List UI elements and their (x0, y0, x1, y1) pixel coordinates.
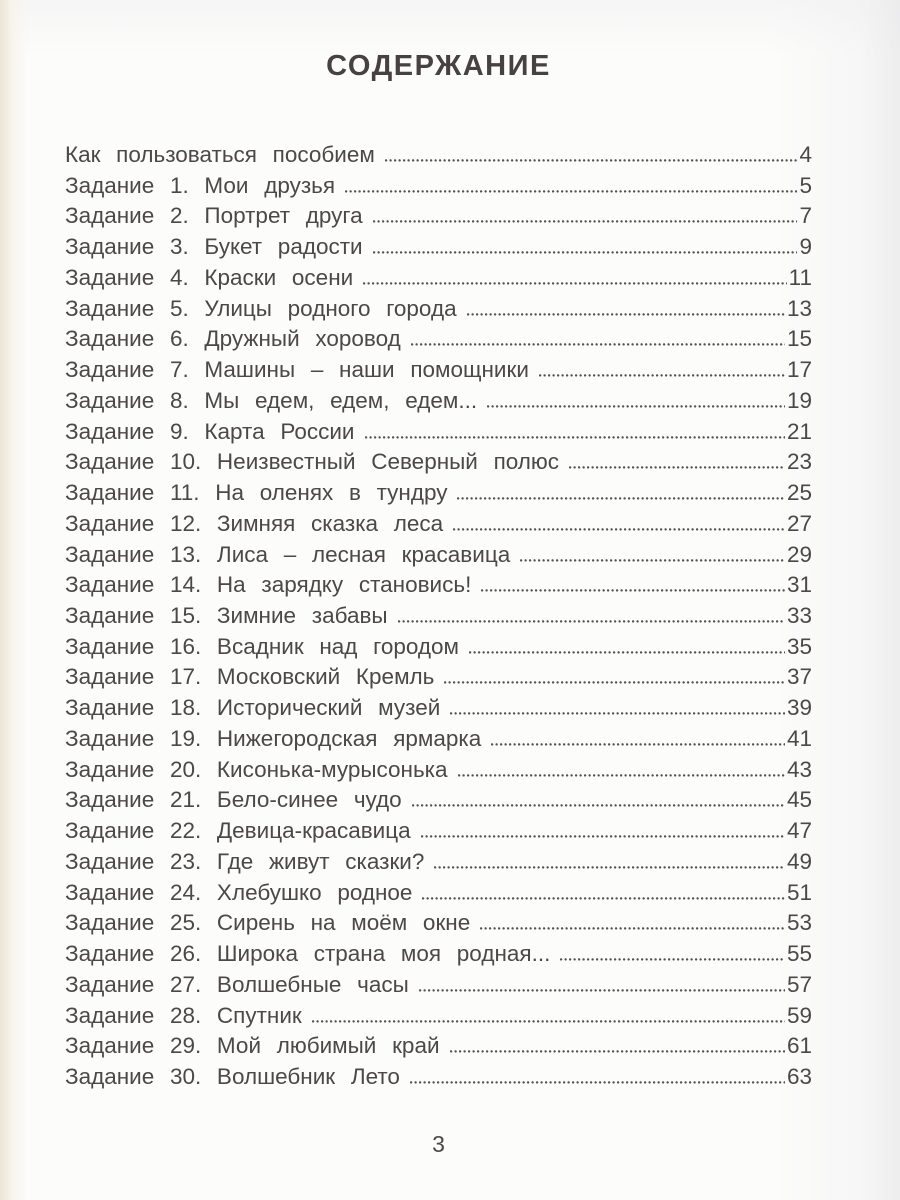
toc-dot-leader (467, 634, 785, 654)
toc-entry-page: 53 (786, 910, 812, 936)
toc-entry (65, 785, 812, 816)
toc-entry (65, 417, 812, 448)
toc-entry-label: Задание 3. Букет радости (65, 234, 363, 260)
toc-entry (65, 140, 812, 171)
toc-entry-page: 23 (786, 449, 812, 475)
toc-entry-label: Задание 9. Карта России (65, 418, 355, 444)
toc-entry (65, 570, 812, 601)
toc-dot-leader (363, 419, 785, 439)
toc-entry-page: 51 (786, 879, 812, 905)
toc-entry-label: Задание 18. Исторический музей (65, 695, 441, 721)
toc-list (65, 140, 812, 1093)
toc-entry-label: Задание 19. Нижегородская ярмарка (65, 725, 482, 751)
toc-entry-page: 15 (786, 326, 812, 352)
toc-entry (65, 878, 812, 909)
toc-entry (65, 478, 812, 509)
toc-entry-label: Задание 2. Портрет друга (65, 203, 363, 229)
toc-entry-page: 43 (786, 756, 812, 782)
toc-entry-page: 47 (786, 818, 812, 844)
toc-entry (65, 201, 812, 232)
toc-entry-page: 21 (786, 418, 812, 444)
toc-dot-leader (518, 542, 785, 562)
toc-dot-leader (361, 265, 786, 285)
toc-dot-leader (451, 511, 785, 531)
toc-dot-leader (456, 757, 785, 777)
toc-entry-label: Задание 11. На оленях в тундру (65, 480, 448, 506)
toc-entry-page: 31 (786, 572, 812, 598)
toc-dot-leader (417, 972, 785, 992)
toc-entry-label: Задание 1. Мои друзья (65, 172, 336, 198)
toc-entry-label: Задание 27. Волшебные часы (65, 971, 409, 997)
toc-entry-page: 11 (788, 264, 812, 290)
toc-dot-leader (409, 326, 785, 346)
toc-dot-leader (371, 203, 798, 223)
toc-entry-page: 5 (799, 172, 812, 198)
toc-dot-leader (537, 357, 785, 377)
toc-entry-page: 55 (786, 941, 812, 967)
toc-dot-leader (448, 695, 785, 715)
toc-entry-label: Задание 10. Неизвестный Северный полюс (65, 449, 560, 475)
toc-entry-label: Задание 15. Зимние забавы (65, 603, 388, 629)
toc-entry-page: 13 (786, 295, 812, 321)
toc-entry (65, 1062, 812, 1093)
toc-entry (65, 755, 812, 786)
toc-entry-label: Задание 22. Девица-красавица (65, 818, 411, 844)
toc-dot-leader (420, 880, 785, 900)
toc-dot-leader (371, 234, 798, 254)
toc-entry-page: 29 (786, 541, 812, 567)
toc-entry (65, 632, 812, 663)
toc-entry-label: Задание 7. Машины – наши помощники (65, 357, 529, 383)
toc-entry (65, 847, 812, 878)
toc-entry-label: Задание 12. Зимняя сказка леса (65, 510, 444, 536)
toc-entry-page: 4 (799, 142, 812, 167)
toc-dot-leader (383, 142, 798, 162)
toc-entry (65, 171, 812, 202)
toc-dot-leader (478, 910, 785, 930)
toc-entry-label: Задание 26. Широка страна моя родная... (65, 941, 551, 967)
toc-entry-label: Как пользоваться пособием (65, 142, 375, 167)
toc-dot-leader (465, 296, 785, 316)
toc-entry-label: Задание 21. Бело-синее чудо (65, 787, 402, 813)
toc-entry-page: 9 (799, 234, 812, 260)
toc-dot-leader (558, 941, 785, 961)
toc-entry-page: 63 (786, 1064, 812, 1090)
toc-entry-page: 7 (799, 203, 812, 229)
toc-entry-page: 49 (786, 848, 812, 874)
toc-dot-leader (442, 664, 785, 684)
toc-entry-label: Задание 23. Где живут сказки? (65, 848, 425, 874)
toc-entry-label: Задание 13. Лиса – лесная красавица (65, 541, 511, 567)
toc-entry-page: 37 (786, 664, 812, 690)
toc-entry-page: 57 (786, 971, 812, 997)
toc-entry-label: Задание 8. Мы едем, едем, едем... (65, 387, 478, 413)
toc-entry-label: Задание 30. Волшебник Лето (65, 1064, 400, 1090)
toc-entry-page: 45 (786, 787, 812, 813)
page-number: 3 (432, 1130, 445, 1157)
toc-entry (65, 970, 812, 1001)
toc-dot-leader (343, 173, 797, 193)
toc-entry-page: 59 (786, 1002, 812, 1028)
toc-dot-leader (408, 1064, 785, 1084)
toc-entry (65, 908, 812, 939)
toc-entry-label: Задание 17. Московский Кремль (65, 664, 435, 690)
page-title: СОДЕРЖАНИЕ (326, 50, 551, 82)
toc-entry-page: 39 (786, 695, 812, 721)
toc-dot-leader (485, 388, 785, 408)
toc-entry-label: Задание 16. Всадник над городом (65, 633, 460, 659)
toc-entry (65, 1001, 812, 1032)
toc-entry-label: Задание 29. Мой любимый край (65, 1033, 440, 1059)
toc-entry (65, 355, 812, 386)
toc-dot-leader (455, 480, 784, 500)
toc-entry-page: 33 (786, 603, 812, 629)
toc-entry-label: Задание 5. Улицы родного города (65, 295, 457, 321)
toc-dot-leader (396, 603, 785, 623)
toc-dot-leader (410, 787, 785, 807)
toc-entry-label: Задание 25. Сирень на моём окне (65, 910, 471, 936)
toc-dot-leader (479, 572, 785, 592)
toc-entry-page: 41 (786, 725, 812, 751)
toc-entry (65, 816, 812, 847)
toc-dot-leader (489, 726, 785, 746)
toc-entry (65, 447, 812, 478)
toc-entry (65, 662, 812, 693)
toc-entry-page: 19 (786, 387, 812, 413)
toc-dot-leader (567, 449, 785, 469)
toc-dot-leader (310, 1003, 785, 1023)
toc-entry (65, 263, 812, 294)
toc-entry (65, 1031, 812, 1062)
toc-entry-label: Задание 20. Кисонька-мурысонька (65, 756, 448, 782)
toc-entry-page: 35 (786, 633, 812, 659)
toc-entry (65, 509, 812, 540)
toc-entry (65, 386, 812, 417)
toc-entry (65, 540, 812, 571)
toc-entry (65, 693, 812, 724)
toc-entry-label: Задание 24. Хлебушко родное (65, 879, 413, 905)
toc-entry (65, 724, 812, 755)
toc-entry-label: Задание 6. Дружный хоровод (65, 326, 401, 352)
toc-entry-page: 25 (786, 480, 812, 506)
toc-entry-page: 61 (786, 1033, 812, 1059)
toc-entry (65, 232, 812, 263)
toc-entry (65, 939, 812, 970)
toc-entry (65, 324, 812, 355)
toc-entry-label: Задание 4. Краски осени (65, 264, 354, 290)
toc-entry (65, 601, 812, 632)
toc-dot-leader (432, 849, 785, 869)
toc-dot-leader (419, 818, 785, 838)
toc-entry-label: Задание 14. На зарядку становись! (65, 572, 472, 598)
toc-entry-label: Задание 28. Спутник (65, 1002, 302, 1028)
toc-entry (65, 294, 812, 325)
toc-dot-leader (448, 1033, 785, 1053)
toc-entry-page: 27 (786, 510, 812, 536)
toc-entry-page: 17 (786, 357, 812, 383)
